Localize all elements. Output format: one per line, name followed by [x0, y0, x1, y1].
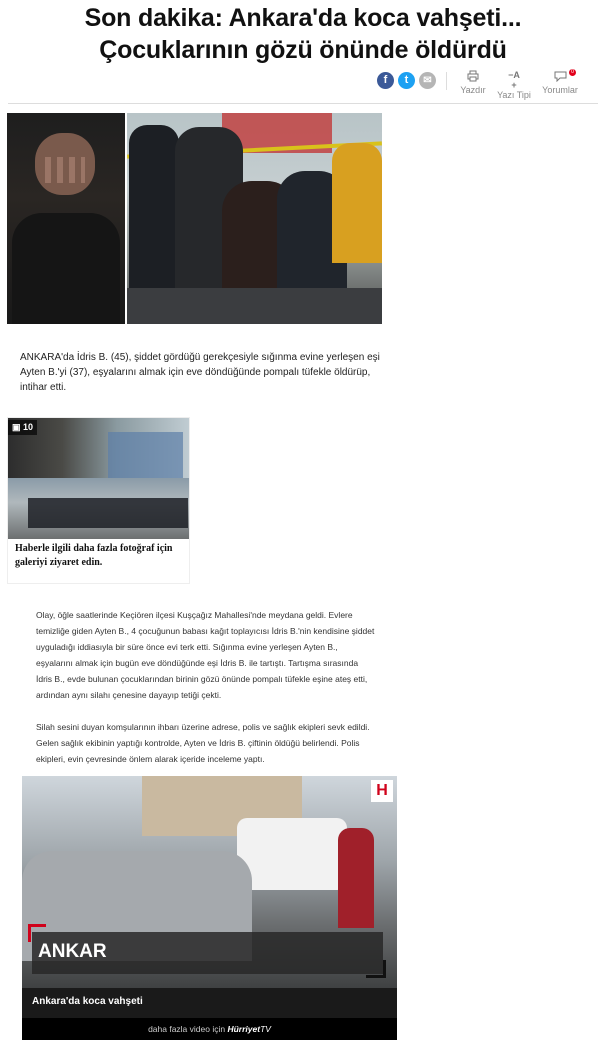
figure-body: [12, 213, 120, 324]
print-label: Yazdır: [460, 85, 486, 95]
hurriyet-brand: Hürriyet: [227, 1024, 261, 1034]
article-toolbar: [0, 70, 606, 100]
gallery-caption: Haberle ilgili daha fazla fotoğraf için galeriyi ziyaret edin.: [15, 543, 173, 568]
article-paragraph-1: Olay, öğle saatlerinde Keçiören ilçesi Kuşçağız Mahallesi'nde meydana geldi. Evlere temizliğe giden Ayten B., 4 çocuğunun babası kağıt toplayıcısı İdris B.'nin kendisine şiddet uyguladığı iddiasıyla bir süre önce evi terk etti. Sığınma evine yerleşen Ayten B., eşyalarını almak için bugün eve döndüğünde eşi İdris B. ile tartıştı. Tartışma sırasında İdris B., evde bulunan çocuklarından birinin gözü önünde pompalı tüfekle eşine ateş etti, ardından aynı silahı çenesine dayayıp tetiği çekti.: [36, 610, 375, 700]
tv-brand: TV: [260, 1024, 271, 1034]
pixelation: [45, 157, 85, 183]
main-photo-left: [7, 113, 125, 324]
comments-label: Yorumlar: [542, 85, 578, 95]
video-overlay-text: ANKAR: [38, 941, 107, 962]
more-video-link[interactable]: [22, 1018, 397, 1040]
photo-gallery-link[interactable]: [7, 417, 190, 584]
video-police-car: [237, 818, 347, 890]
gallery-thumb-building: [108, 432, 183, 478]
video-person: [338, 828, 374, 928]
header-divider: [8, 103, 598, 104]
corner-accent-br-v: [383, 960, 386, 978]
font-size-label: Yazı Tipi: [497, 90, 531, 100]
video-player[interactable]: [22, 776, 397, 1040]
more-video-text: daha fazla video için: [148, 1024, 226, 1034]
gallery-thumb-police: [28, 498, 188, 528]
facebook-icon[interactable]: f: [377, 72, 394, 89]
gallery-count: ▣ 10: [8, 420, 37, 435]
headline-line-1: Son dakika: Ankara'da koca vahşeti...: [84, 4, 522, 32]
font-size-icon: −A +: [508, 70, 520, 90]
video-title-bar: [22, 988, 397, 1018]
video-logo: H: [371, 780, 393, 802]
main-photo-right: [127, 113, 382, 324]
toolbar-divider: [446, 72, 447, 90]
comments-button[interactable]: [540, 70, 580, 95]
headline-line-2: Çocuklarının gözü önünde öldürdü: [99, 36, 507, 64]
comments-count-badge: 0: [569, 69, 576, 76]
twitter-icon[interactable]: t: [398, 72, 415, 89]
car-foreground: [127, 288, 382, 324]
article-headline: [0, 2, 606, 66]
image-icon: ▣: [12, 422, 21, 432]
article-paragraph-2: Silah sesini duyan komşularının ihbarı üzerine adrese, polis ve sağlık ekipleri sevk edildi. Gelen sağlık ekibinin yaptığı kontrolde, Ayten ve İdris B. çiftinin öldüğü belirlendi. Polis ekipleri, evin çevresinde önlem alarak içeride inceleme yaptı.: [36, 722, 370, 764]
gallery-thumb-bottom: [8, 478, 189, 539]
mail-icon[interactable]: ✉: [419, 72, 436, 89]
printer-icon: [458, 70, 488, 85]
corner-accent-tl-v: [28, 924, 31, 942]
font-size-button[interactable]: [494, 70, 534, 100]
print-button[interactable]: [458, 70, 488, 95]
video-lower-third: [32, 932, 383, 974]
paramedic-figure: [332, 143, 382, 263]
video-title: Ankara'da koca vahşeti: [32, 996, 143, 1007]
article-lead: ANKARA'da İdris B. (45), şiddet gördüğü gerekçesiyle sığınma evine yerleşen eşi Ayten B.'yi (37), eşyalarını almak için eve döndüğünde pompalı tüfekle öldürüp, intihar etti.: [20, 352, 380, 393]
